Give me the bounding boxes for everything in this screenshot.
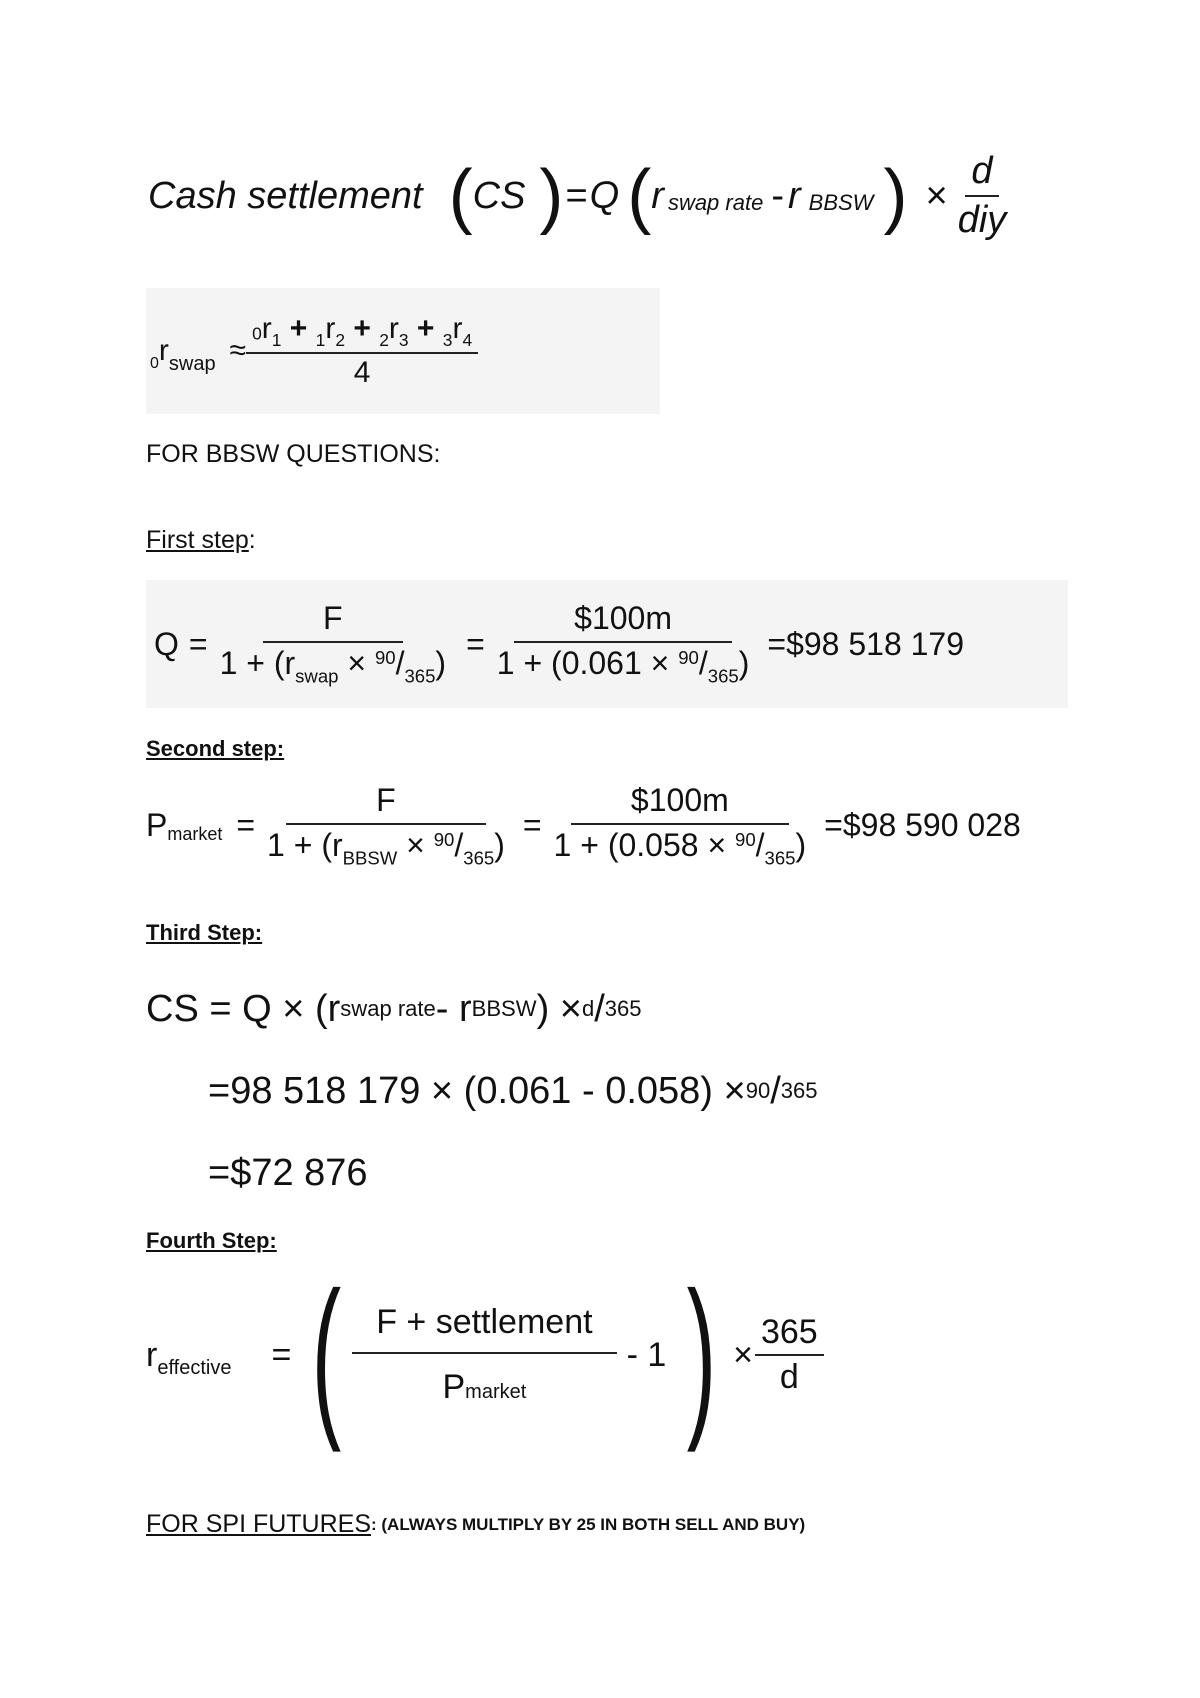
swap-rate-sub: swap rate xyxy=(667,190,764,215)
cs-result-line: =$72 876 xyxy=(208,1152,368,1194)
q-symbol: Q xyxy=(589,174,620,217)
third-step-formula xyxy=(146,968,818,1214)
p-market-result: =$98 590 028 xyxy=(824,807,1021,844)
first-step-label: First step: xyxy=(146,526,256,554)
third-step-label: Third Step: xyxy=(146,920,263,945)
fourth-step-label: Fourth Step: xyxy=(146,1228,277,1253)
second-step-formula: P market = $\frac{F}{1 + (r_{BBSW} \times ^{90}/_{365})}$ = $\frac{\$100m}{1 + (0.058 \times ^{90}/_{365})}$ =$98 590 028 xyxy=(146,782,1021,869)
swap-rate-approx-formula: 0 r swap ≈ $\frac{0r_1 + _1r_2 + _2r_3 + _3r_4}{4}$ xyxy=(146,288,660,414)
q-result: =$98 518 179 xyxy=(767,625,965,662)
spi-futures-heading: FOR SPI FUTURES : (ALWAYS MULTIPLY BY 25 IN BOTH SELL AND BUY) xyxy=(146,1510,806,1538)
bbsw-heading: FOR BBSW QUESTIONS: xyxy=(146,440,441,468)
formula-lhs: Cash settlement xyxy=(148,174,423,217)
fourth-step-formula: r effective = ( $\frac{\text{F + settlement}}{\text{Pmarket}}$ - 1 ) × $\frac{365}{d}$ xyxy=(146,1280,824,1430)
first-step-formula: Q = $\frac{F}{1 + (r_{swap} \times ^{90}/_{365})}$ = $\frac{\$100m}{1 + (0.061 \times ^{90}/_{365})}$ =$98 518 179 xyxy=(146,580,1068,708)
bbsw-sub: BBSW xyxy=(808,190,874,215)
second-step-label: Second step: xyxy=(146,736,285,761)
cs-formula-line: CS = Q × (r swap rate - r BBSW ) × d / 365 xyxy=(146,988,642,1030)
cs-symbol: CS xyxy=(472,174,526,217)
cs-substitution-line: =98 518 179 × (0.061 - 0.058) × 90 / 365 xyxy=(208,1070,818,1112)
d-over-diy: $\frac{d}{\text{diy}}$ xyxy=(957,150,1007,241)
cash-settlement-formula: Cash settlement ( CS ) = Q ( r swap rate - r BBSW ) × $\frac{d}{\text{diy}}$ xyxy=(148,150,1012,242)
forward-rate-average: $\frac{0r_1 + _1r_2 + _2r_3 + _3r_4}{4}$ xyxy=(246,312,478,391)
